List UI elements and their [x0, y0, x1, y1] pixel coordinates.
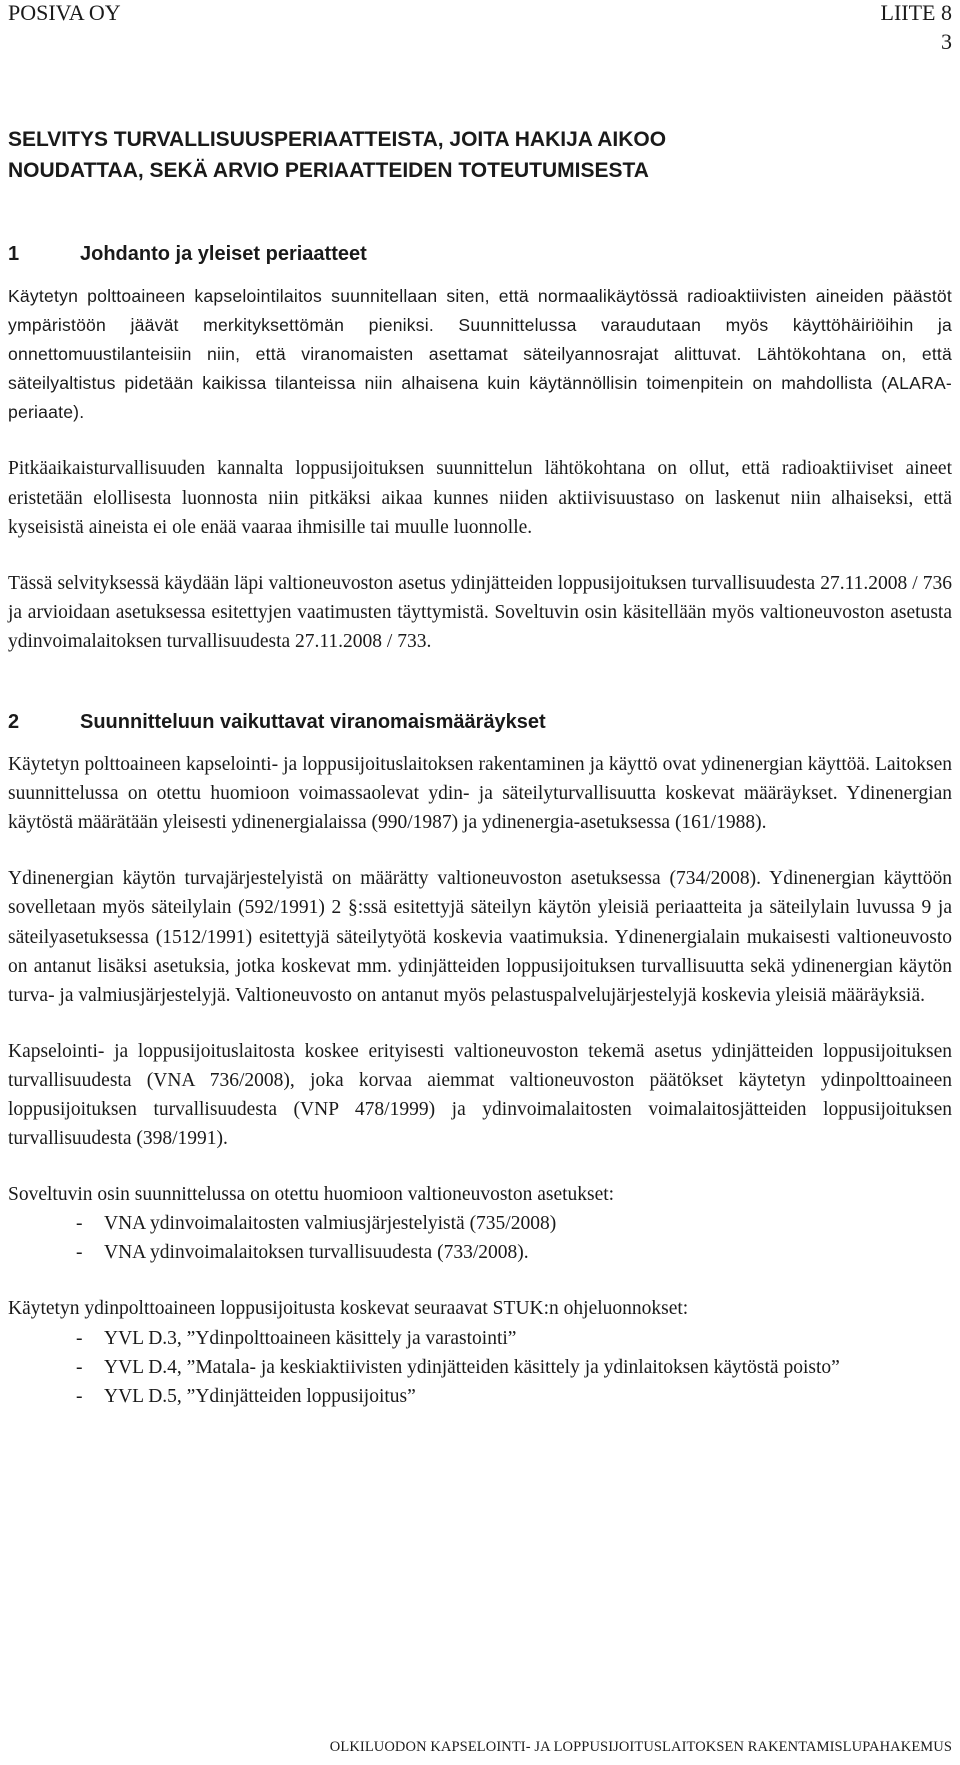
section-1-number: 1 [8, 243, 20, 265]
list-item [8, 1209, 952, 1238]
page-footer: OLKILUODON KAPSELOINTI- JA LOPPUSIJOITUSLAITOKSEN RAKENTAMISLUPAHAKEMUS [329, 1739, 952, 1755]
section-2-number: 2 [8, 711, 20, 734]
section-1-heading [8, 240, 952, 268]
header-page-number: 3 [941, 29, 952, 54]
list-dash: - [76, 1327, 83, 1349]
title-line-1: SELVITYS TURVALLISUUSPERIAATTEISTA, JOITA HAKIJA AIKOO [8, 128, 667, 151]
regulations-list-intro: Soveltuvin osin suunnittelussa on otettu huomioon valtioneuvoston asetukset: [8, 1184, 615, 1206]
list-item-text: VNA ydinvoimalaitosten valmiusjärjestelyistä (735/2008) [104, 1213, 557, 1235]
list-item-text: YVL D.4, ”Matala- ja keskiaktiivisten ydinjätteiden käsittely ja ydinlaitoksen käytöstä poisto” [104, 1356, 840, 1378]
section-2-paragraph-3: Kapselointi- ja loppusijoituslaitosta koskee erityisesti valtioneuvoston tekemä asetus ydinjätteiden loppusijoituksen turvallisuudesta (VNA 736/2008), joka korvaa aiemmat valtioneuvoston päätökset käytetyn ydinpolttoaineen loppusijoituksen turvallisuudesta (VNP 478/1999) ja ydinvoimalaitosten voimalaitosjätteiden loppusijoituksen turvallisuudesta (398/1991). [8, 1040, 952, 1150]
title-line-2: NOUDATTAA, SEKÄ ARVIO PERIAATTEIDEN TOTEUTUMISESTA [8, 159, 649, 182]
list-dash: - [76, 1213, 83, 1235]
list-item [8, 1353, 952, 1382]
list-item-text: VNA ydinvoimalaitoksen turvallisuudesta (733/2008). [104, 1242, 529, 1264]
list-dash: - [76, 1385, 83, 1407]
section-2-title: Suunnitteluun vaikuttavat viranomaismääräykset [80, 711, 546, 734]
guides-list [8, 1324, 952, 1411]
document-title [8, 124, 952, 186]
list-item-text: YVL D.5, ”Ydinjätteiden loppusijoitus” [104, 1385, 416, 1407]
list-item [8, 1324, 952, 1353]
header-organization: POSIVA OY [8, 0, 121, 25]
list-item [8, 1382, 952, 1411]
section-2-paragraph-1: Käytetyn polttoaineen kapselointi- ja loppusijoituslaitoksen rakentaminen ja käyttö ovat ydinenergian käyttöä. Laitoksen suunnittelussa on otettu huomioon voimassaolevat ydin- ja säteilyturvallisuutta koskevat määräykset. Ydinenergian käytöstä määrätään yleisesti ydinenergialaissa (990/1987) ja ydinenergia-asetuksessa (161/1988). [8, 754, 952, 834]
section-1-title: Johdanto ja yleiset periaatteet [80, 243, 367, 265]
document-body [8, 124, 952, 1411]
header-appendix: LIITE 8 [880, 0, 952, 25]
list-dash: - [76, 1242, 83, 1264]
section-1-paragraph-2: Pitkäaikaisturvallisuuden kannalta loppusijoituksen suunnittelun lähtökohtana on ollut, että radioaktiiviset aineet eristetään elollisesta luonnosta niin pitkäksi aikaa kunnes niiden aktiivisuustaso on laskenut niin alhaiseksi, että kyseisistä aineista ei ole enää vaaraa ihmisille tai muulle luonnolle. [8, 458, 952, 538]
list-dash: - [76, 1356, 83, 1378]
section-2-paragraph-2: Ydinenergian käytön turvajärjestelyistä on määrätty valtioneuvoston asetuksessa (734/2008). Ydinenergian käyttöön sovelletaan myös säteilylain (592/1991) 2 §:ssä esitettyjä säteilyn käytön yleisiä periaatteita ja säteilylain luvussa 9 ja säteilyasetuksessa (1512/1991) esitettyjä säteilytyötä koskevia vaatimuksia. Ydinenergialain mukaisesti valtioneuvosto on antanut lisäksi asetuksia, jotka koskevat mm. ydinjätteiden loppusijoituksen turvallisuutta sekä ydinenergian käytön turva- ja valmiusjärjestelyjä. Valtioneuvosto on antanut myös pelastuspalvelujärjestelyjä koskevia yleisiä määräyksiä. [8, 868, 952, 1006]
section-1-paragraph-3: Tässä selvityksessä käydään läpi valtioneuvoston asetus ydinjätteiden loppusijoituksen turvallisuudesta 27.11.2008 / 736 ja arvioidaan asetuksessa esitettyjen vaatimusten täyttymistä. Soveltuvin osin käsitellään myös valtioneuvoston asetusta ydinvoimalaitoksen turvallisuudesta 27.11.2008 / 733. [8, 572, 952, 652]
section-2-heading [8, 708, 952, 736]
guides-list-intro: Käytetyn ydinpolttoaineen loppusijoitusta koskevat seuraavat STUK:n ohjeluonnokset: [8, 1298, 689, 1320]
regulations-list [8, 1209, 952, 1267]
section-1-paragraph-1: Käytetyn polttoaineen kapselointilaitos suunnitellaan siten, että normaalikäytössä radioaktiivisten aineiden päästöt ympäristöön jäävät merkityksettömän pieniksi. Suunnittelussa varaudutaan myös käyttöhäiriöihin ja onnettomuustilanteisiin niin, että viranomaisten asettamat säteilyannosrajat alittuvat. Lähtökohtana on, että säteilyaltistus pidetään kaikissa tilanteissa niin alhaisena kuin käytännöllisin toimenpitein on mahdollista (ALARA-periaate). [8, 286, 952, 423]
list-item [8, 1238, 952, 1267]
list-item-text: YVL D.3, ”Ydinpolttoaineen käsittely ja varastointi” [104, 1327, 517, 1349]
